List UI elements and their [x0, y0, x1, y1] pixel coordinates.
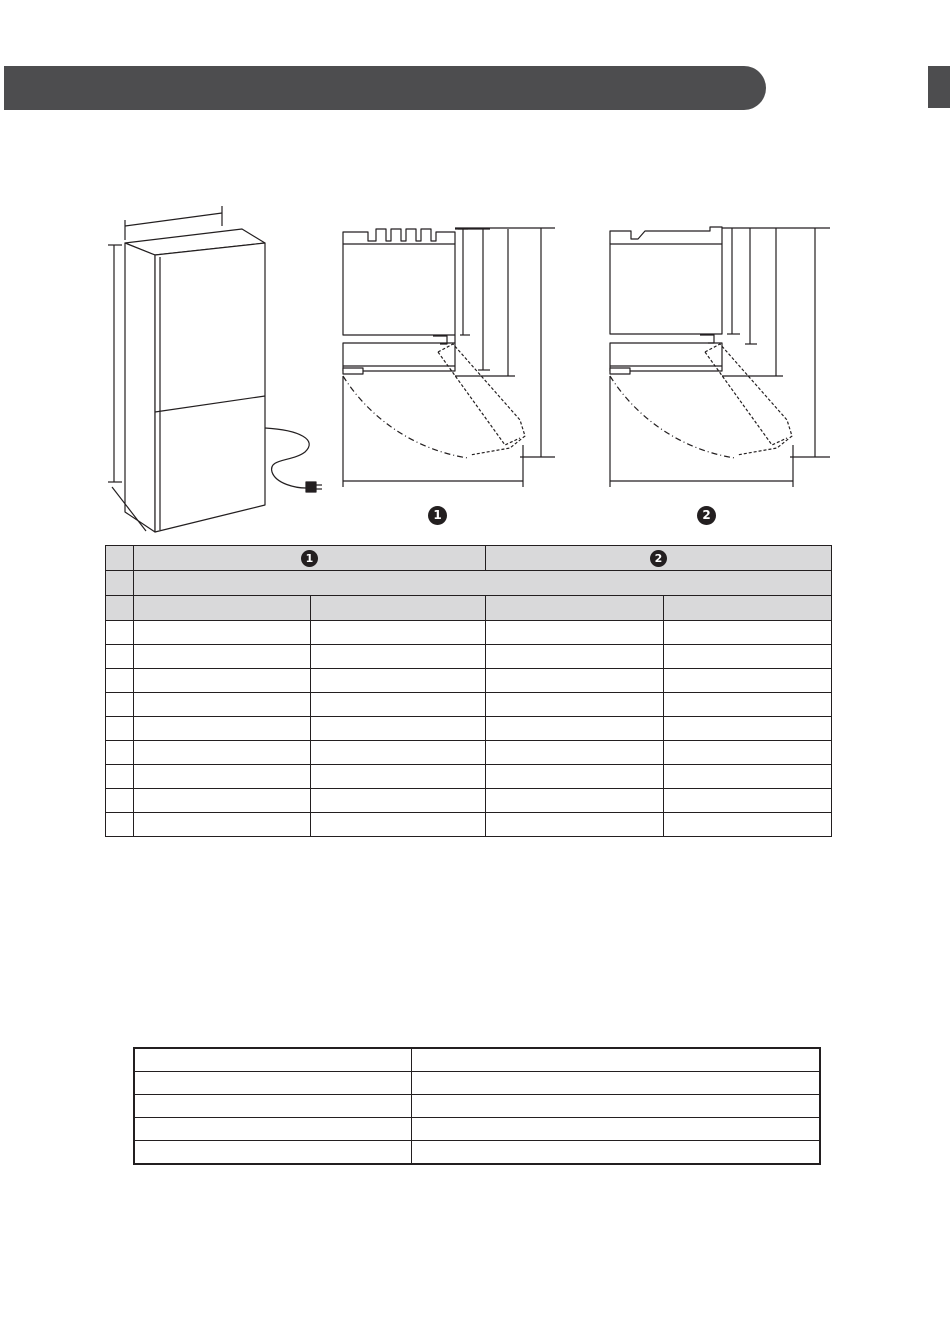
side-view-1-drawing — [343, 228, 555, 487]
side-view-2-drawing — [610, 227, 830, 487]
table-row — [106, 669, 832, 693]
table-row — [106, 765, 832, 789]
spec-row — [134, 1048, 820, 1072]
spec-row — [134, 1095, 820, 1118]
fridge-isometric-drawing — [108, 206, 322, 532]
header-number-1: 1 — [301, 550, 318, 567]
table-row — [106, 717, 832, 741]
table-column-header-row — [106, 596, 832, 621]
spec-row — [134, 1072, 820, 1095]
spec-table — [133, 1047, 821, 1165]
table-row — [106, 813, 832, 837]
dimension-drawings — [0, 0, 950, 540]
table-row — [106, 693, 832, 717]
header-number-2: 2 — [650, 550, 667, 567]
spec-row — [134, 1141, 820, 1165]
table-row — [106, 789, 832, 813]
header-col-1 — [134, 546, 486, 571]
figure-number-1: 1 — [428, 506, 447, 525]
dimension-table — [105, 545, 832, 837]
spec-row — [134, 1118, 820, 1141]
table-row — [106, 621, 832, 645]
table-row — [106, 645, 832, 669]
header-col-2 — [486, 546, 832, 571]
table-row — [106, 741, 832, 765]
figure-number-2: 2 — [697, 506, 716, 525]
table-subheader-row — [106, 571, 832, 596]
table-header-row — [106, 546, 832, 571]
